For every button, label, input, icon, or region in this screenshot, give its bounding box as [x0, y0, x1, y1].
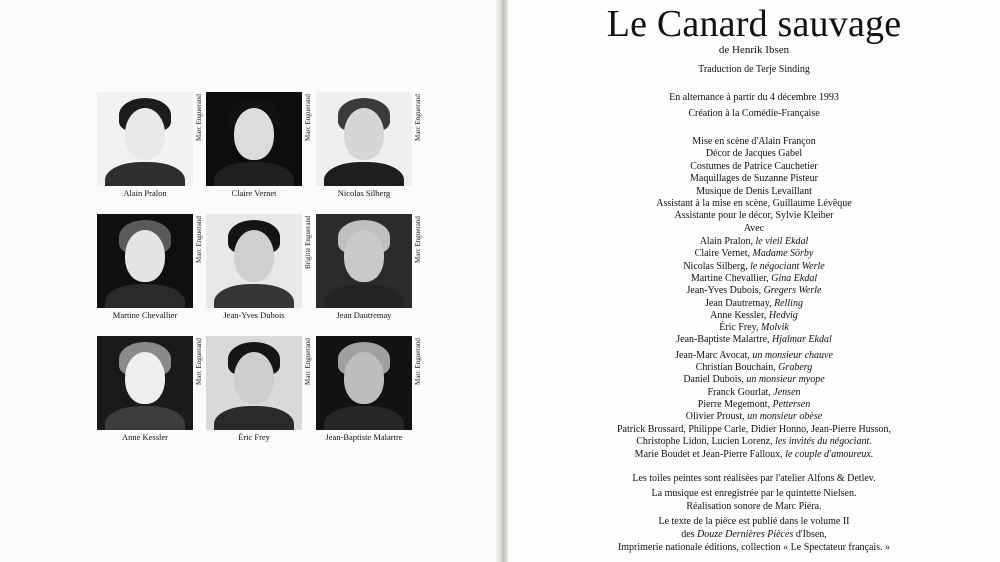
role-name: Graberg — [778, 362, 813, 373]
author-line: de Henrik Ibsen — [718, 44, 790, 56]
cast-credit-line — [508, 399, 1000, 411]
actor-name: Olivier Proust, — [685, 411, 748, 423]
actor-name: Claire Vernet, — [694, 248, 753, 260]
photo-credit: Marc Enguerand — [195, 338, 203, 385]
actor-portrait — [97, 336, 193, 430]
cast-credit-line — [508, 387, 1000, 399]
note-text: Le texte de la pièce est publié dans le volume II — [658, 516, 850, 527]
cast-credit-line — [508, 298, 1000, 310]
cast-credit-line — [508, 310, 1000, 322]
guest-role: les invités du négociant. — [775, 436, 872, 448]
cast-credit-line — [508, 334, 1000, 346]
guest-role: le couple d'amoureux. — [785, 448, 874, 460]
role-name: Hjalmar Ekdal — [772, 334, 832, 346]
role-name: Gina Ekdal — [771, 272, 818, 284]
cast-credit-line — [508, 411, 1000, 423]
book-gutter — [496, 0, 508, 562]
crew-credit-line: Assistante pour le décor, Sylvie Kleiber — [674, 210, 834, 222]
cast-credit-line — [508, 273, 1000, 285]
actor-name: Jean-Baptiste Malartre, — [676, 334, 773, 346]
actor-name-caption: Nicolas Silberg — [337, 188, 391, 198]
translation-line: Traduction de Terje Sinding — [698, 64, 810, 75]
note-text: Imprimerie nationale éditions, collection « Le Spectateur français. » — [617, 542, 891, 553]
production-note-line — [508, 529, 1000, 541]
cast-credit-line — [508, 374, 1000, 386]
crew-credit-line: Assistant à la mise en scène, Guillaume Lévêque — [656, 198, 852, 209]
actor-portrait — [206, 336, 302, 430]
production-note-line — [508, 516, 1000, 528]
role-name: le vieil Ekdal — [755, 236, 809, 247]
actor-name: Anne Kessler, — [710, 309, 769, 321]
production-note-line — [508, 488, 1000, 500]
actor-portrait — [316, 214, 412, 308]
note-italic: Douze Dernières Pièces — [697, 529, 794, 540]
photo-credit: Marc Enguerand — [195, 94, 203, 141]
actor-name: Alain Pralon, — [699, 236, 756, 247]
note-text: Les toiles peintes sont réalisées par l'atelier Alfons & Detlev. — [632, 473, 876, 484]
guest-credit-line — [508, 424, 1000, 436]
actor-name: Daniel Dubois, — [683, 374, 747, 386]
role-name: un monsieur chauve — [752, 349, 833, 361]
role-name: un monsieur myope — [746, 374, 825, 386]
actor-name-caption: Claire Vernet — [231, 188, 277, 198]
crew-credit-line: Costumes de Patrice Cauchetier — [690, 160, 818, 172]
role-name: Molvik — [761, 322, 789, 334]
production-note-line — [508, 501, 1000, 513]
role-name: Gregers Werle — [763, 285, 822, 297]
production-note-line — [508, 473, 1000, 485]
actor-name: Martine Chevallier, — [690, 272, 772, 284]
actor-portrait — [97, 92, 193, 186]
role-name: Relling — [774, 297, 803, 309]
actor-name: Franck Gourlat, — [707, 386, 774, 398]
creation-line: Création à la Comédie-Française — [688, 108, 820, 119]
run-dates-line: En alternance à partir du 4 décembre 1993 — [669, 92, 839, 103]
role-name: le négociant Werle — [750, 260, 825, 272]
role-name: Madame Sörby — [752, 248, 814, 260]
photo-credit: Marc Enguerand — [414, 338, 422, 385]
crew-credit-line: Mise en scène d'Alain Françon — [692, 136, 816, 147]
cast-credit-line — [508, 362, 1000, 374]
guest-names: Christophe Lidon, Lucien Lorenz, — [636, 436, 776, 448]
role-name: Jensen — [773, 386, 801, 398]
actor-name: Jean-Yves Dubois, — [686, 285, 764, 297]
actor-portrait — [316, 336, 412, 430]
actor-portrait — [206, 214, 302, 308]
actor-name-caption: Jean-Baptiste Malartre — [325, 432, 403, 442]
note-text: Réalisation sonore de Marc Piéra. — [686, 501, 822, 512]
actor-portrait — [316, 92, 412, 186]
role-name: Hedvig — [768, 309, 798, 321]
cast-credit-line — [508, 236, 1000, 248]
play-title: Le Canard sauvage — [606, 3, 902, 45]
cast-credit-line — [508, 261, 1000, 273]
guest-credit-line — [508, 436, 1000, 448]
crew-credit-line: Maquillages de Suzanne Pisteur — [689, 173, 819, 185]
guest-credit-line — [508, 449, 1000, 461]
actor-name: Nicolas Silberg, — [683, 260, 751, 272]
crew-credit-line: Musique de Denis Levaillant — [696, 185, 812, 197]
actor-name: Jean Dautremay, — [705, 297, 775, 309]
guest-names: Marie Boudet et Jean-Pierre Falloux, — [634, 448, 786, 460]
note-text: des — [681, 529, 698, 540]
actor-name: Christian Bouchain, — [695, 362, 779, 373]
guest-names: Patrick Brossard, Philippe Carle, Didier Honno, Jean-Pierre Husson, — [616, 424, 892, 435]
role-name: Pettersen — [772, 398, 811, 410]
actor-name-caption: Éric Frey — [238, 432, 270, 442]
photo-credit: Brigitte Enguerand — [304, 216, 312, 270]
role-name: un monsieur obèse — [747, 411, 823, 423]
actor-name-caption: Anne Kessler — [121, 432, 169, 442]
cast-credit-line — [508, 285, 1000, 297]
cast-credit-line — [508, 322, 1000, 334]
photo-credit: Marc Enguerand — [414, 94, 422, 141]
production-note-line — [508, 542, 1000, 554]
actor-name: Jean-Marc Avocat, — [675, 349, 753, 361]
note-text-after: d'Ibsen, — [793, 529, 827, 540]
crew-credit-line: Décor de Jacques Gabel — [705, 148, 803, 160]
cast-heading: Avec — [743, 223, 765, 234]
actor-portrait — [206, 92, 302, 186]
photo-credit: Marc Enguerand — [304, 338, 312, 385]
actor-name-caption: Alain Pralon — [123, 188, 167, 198]
photo-credit: Marc Enguerand — [195, 216, 203, 263]
cast-credit-line — [508, 248, 1000, 260]
actor-name: Pierre Megemont, — [697, 398, 773, 410]
photo-credit: Marc Enguerand — [304, 94, 312, 141]
actor-name: Éric Frey, — [719, 322, 762, 334]
cast-credit-line — [508, 350, 1000, 362]
credits-page — [508, 0, 1000, 562]
actor-name-caption: Jean Dautremay — [336, 310, 392, 320]
actor-name-caption: Martine Chevallier — [112, 310, 178, 320]
actor-portrait — [97, 214, 193, 308]
actor-name-caption: Jean-Yves Dubois — [223, 310, 285, 320]
photo-credit: Marc Enguerand — [414, 216, 422, 263]
note-text: La musique est enregistrée par le quintette Nielsen. — [651, 488, 857, 499]
